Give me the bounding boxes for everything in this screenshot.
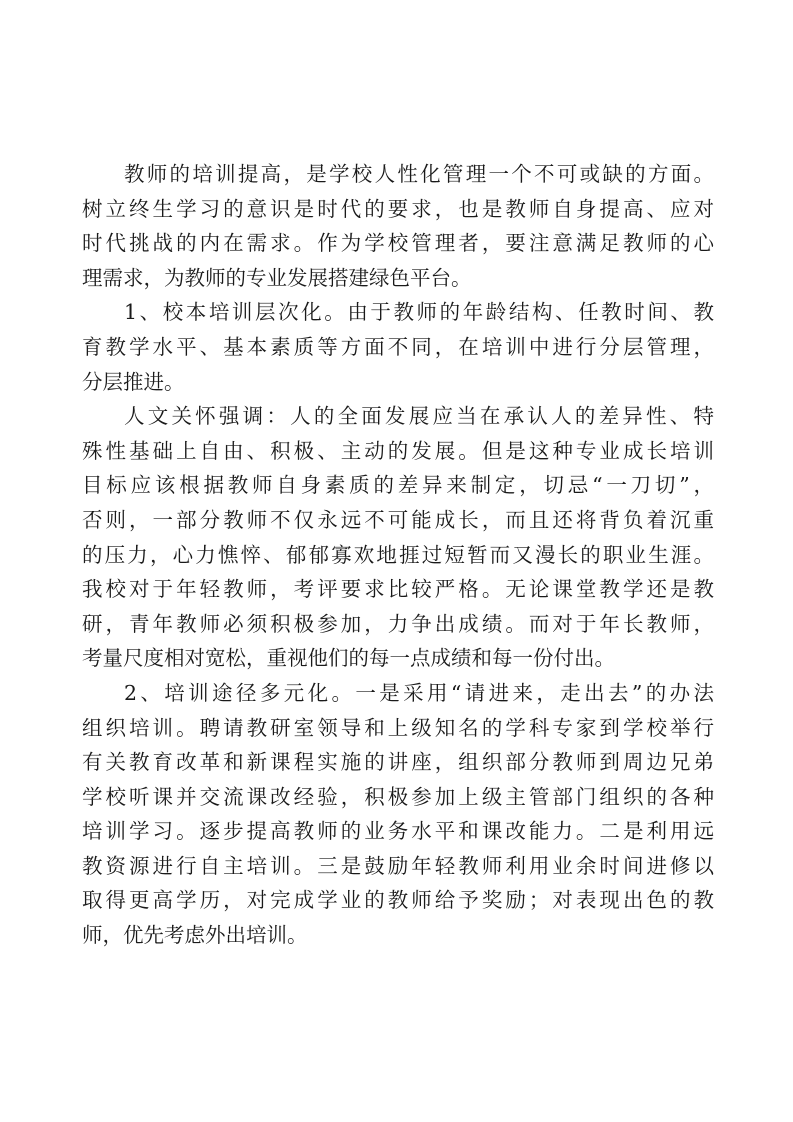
- text-line: 理需求，为教师的专业发展搭建绿色平台。: [82, 265, 472, 290]
- text-line: 否则，一部分教师不仅永远不可能成长，而且还将背负着沉重: [82, 507, 714, 532]
- text-line: 1、校本培训层次化。由于教师的年龄结构、任教时间、教: [124, 300, 714, 325]
- paragraph-intro: [82, 157, 714, 295]
- text-line: 2、培训途径多元化。一是采用“请进来，走出去”的办法: [124, 680, 714, 705]
- text-line: 人文关怀强调：人的全面发展应当在承认人的差异性、特: [124, 404, 714, 429]
- text-line: 我校对于年轻教师，考评要求比较严格。无论课堂教学还是教: [82, 577, 714, 602]
- text-line: 分层推进。: [82, 369, 185, 394]
- text-line: 树立终生学习的意识是时代的要求，也是教师自身提高、应对: [82, 196, 714, 221]
- text-line: 有关教育改革和新课程实施的讲座，组织部分教师到周边兄弟: [82, 750, 714, 775]
- text-line: 教师的培训提高，是学校人性化管理一个不可或缺的方面。: [124, 162, 714, 186]
- document-body: [82, 157, 714, 953]
- text-line: 组织培训。聘请教研室领导和上级知名的学科专家到学校举行: [82, 715, 714, 740]
- paragraph-humanistic-care: [82, 399, 714, 676]
- text-line: 殊性基础上自由、积极、主动的发展。但是这种专业成长培训: [82, 438, 714, 463]
- paragraph-training-channels: [82, 676, 714, 953]
- text-line: 考量尺度相对宽松，重视他们的每一点成绩和每一份付出。: [82, 646, 615, 671]
- text-line: 学校听课并交流课改经验，积极参加上级主管部门组织的各种: [82, 784, 714, 809]
- text-line: 目标应该根据教师自身素质的差异来制定，切忌“一刀切”，: [82, 473, 714, 498]
- text-line: 的压力，心力憔悴、郁郁寡欢地捱过短暂而又漫长的职业生涯。: [82, 542, 714, 567]
- text-line: 培训学习。逐步提高教师的业务水平和课改能力。二是利用远: [82, 819, 714, 844]
- text-line: 取得更高学历，对完成学业的教师给予奖励；对表现出色的教: [82, 888, 714, 913]
- paragraph-school-training: [82, 295, 714, 399]
- text-line: 教资源进行自主培训。三是鼓励年轻教师利用业余时间进修以: [82, 853, 714, 878]
- text-line: 研，青年教师必须积极参加，力争出成绩。而对于年长教师，: [82, 611, 714, 636]
- text-line: 师，优先考虑外出培训。: [82, 923, 308, 948]
- text-line: 时代挑战的内在需求。作为学校管理者，要注意满足教师的心: [82, 231, 714, 256]
- text-line: 育教学水平、基本素质等方面不同，在培训中进行分层管理，: [82, 334, 714, 359]
